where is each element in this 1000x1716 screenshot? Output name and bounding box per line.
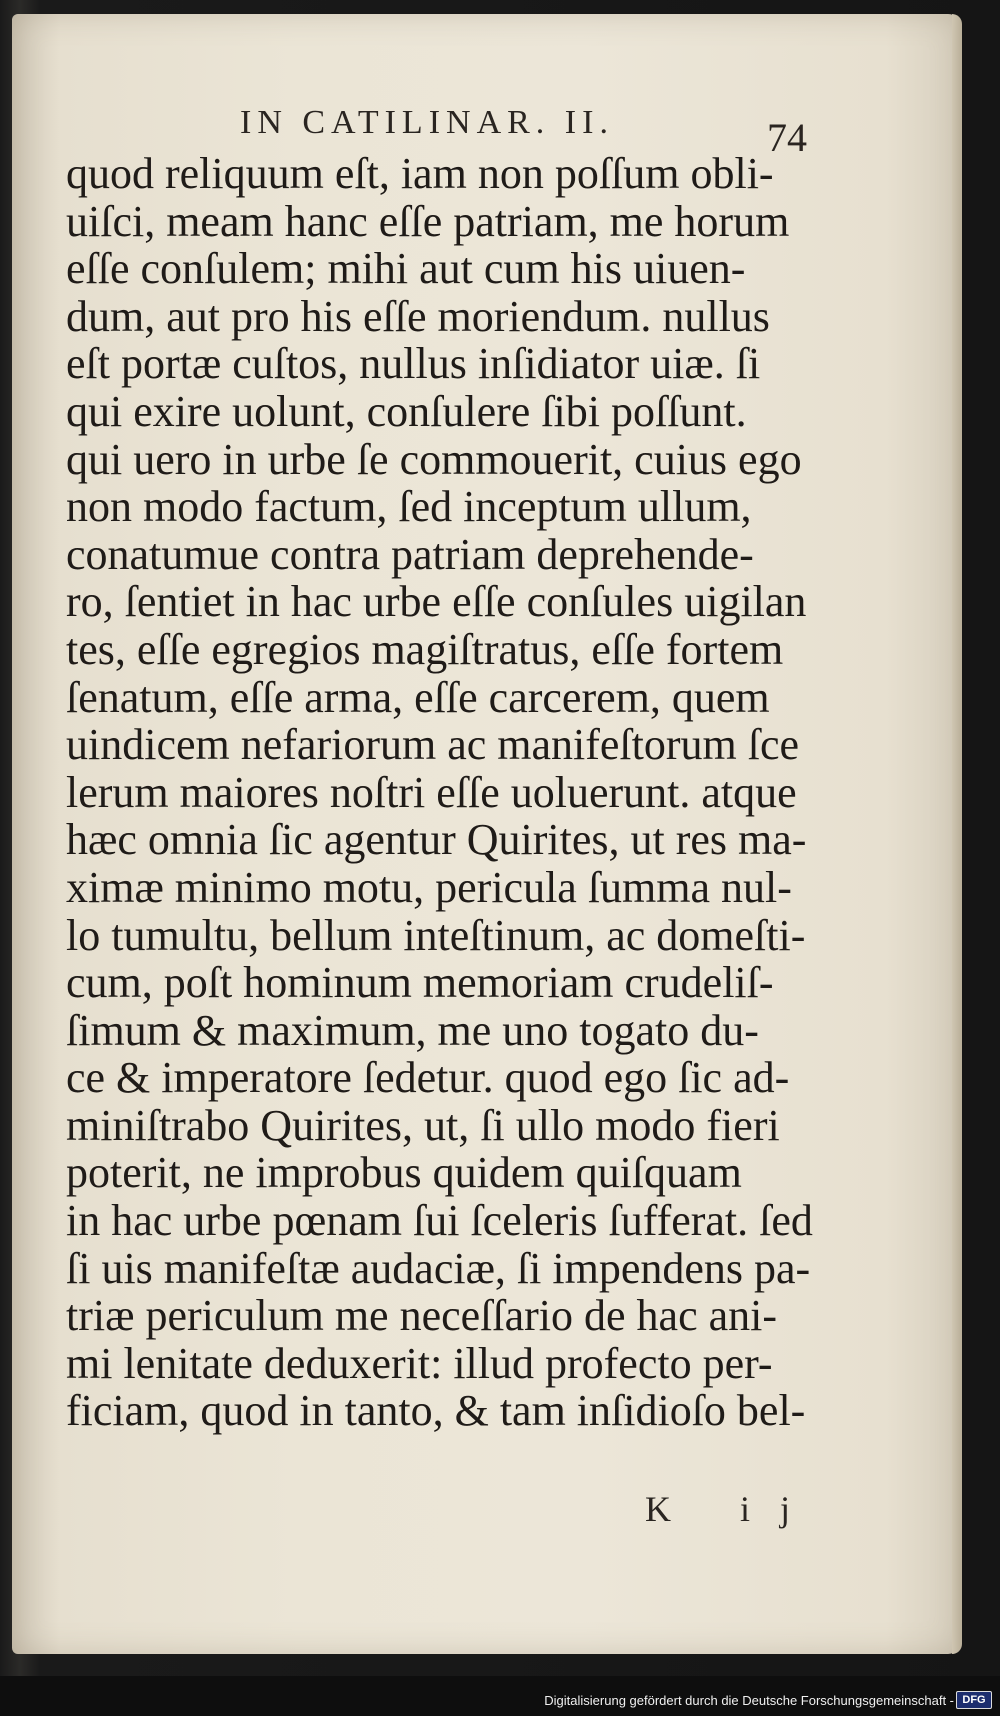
text-line: hæc omnia ſic agentur Quirites, ut res ma- [66,815,807,865]
text-line: conatumue contra patriam deprehende- [66,529,754,579]
text-line: poterit, ne improbus quidem quiſquam [66,1148,742,1198]
text-line: tes, eſſe egregios magiſtratus, eſſe fortem [66,624,784,674]
page-edge [952,14,962,1654]
text-line: miniſtrabo Quirites, ut, ſi ullo modo fieri [66,1100,780,1150]
text-line: dum, aut pro his eſſe moriendum. nullus [66,291,770,341]
text-line: uindicem nefariorum ac manifeſtorum ſce [66,720,800,770]
signature-mark: K ij [645,1489,821,1529]
text-line: lerum maiores noſtri eſſe uoluerunt. atque [66,767,797,817]
text-line: qui exire uolunt, conſulere ſibi poſſunt. [66,386,747,436]
page-number: 74 [767,115,807,160]
text-line: ximæ minimo motu, pericula ſumma nul- [66,862,792,912]
text-line: ſi uis manifeſtæ audaciæ, ſi impendens pa- [66,1243,811,1293]
running-header: IN CATILINAR. II. [240,104,614,141]
text-line: cum, poſt hominum memoriam crudeliſ- [66,958,774,1008]
text-line: qui uero in urbe ſe commouerit, cuius ego [66,434,802,484]
text-line: in hac urbe pœnam ſui ſceleris ſufferat. ſed [66,1196,813,1246]
text-line: eſt portæ cuſtos, nullus inſidiator uiæ. ſi [66,339,761,389]
funding-credit: Digitalisierung gefördert durch die Deutsche Forschungsgemeinschaft - [544,1693,954,1708]
text-line: ſimum & maximum, me uno togato du- [66,1005,759,1055]
text-line: ro, ſentiet in hac urbe eſſe conſules uigilan [66,577,807,627]
text-line: ce & imperatore ſedetur. quod ego ſic ad- [66,1053,790,1103]
text-line: ficiam, quod in tanto, & tam inſidioſo bel- [66,1386,806,1436]
dfg-logo: DFG [956,1691,992,1709]
text-line: triæ periculum me neceſſario de hac ani- [66,1291,778,1341]
text-block [66,150,866,1435]
text-line: mi lenitate deduxerit: illud profecto per- [66,1338,773,1388]
text-line: lo tumultu, bellum inteſtinum, ac domeſti- [66,910,806,960]
text-line: uiſci, meam hanc eſſe patriam, me horum [66,196,790,246]
text-line: ſenatum, eſſe arma, eſſe carcerem, quem [66,672,770,722]
text-line: non modo factum, ſed inceptum ullum, [66,482,752,532]
footer-bar [0,1676,1000,1716]
text-line: quod reliquum eſt, iam non poſſum obli- [66,149,774,198]
text-line: eſſe conſulem; mihi aut cum his uiuen- [66,244,746,294]
